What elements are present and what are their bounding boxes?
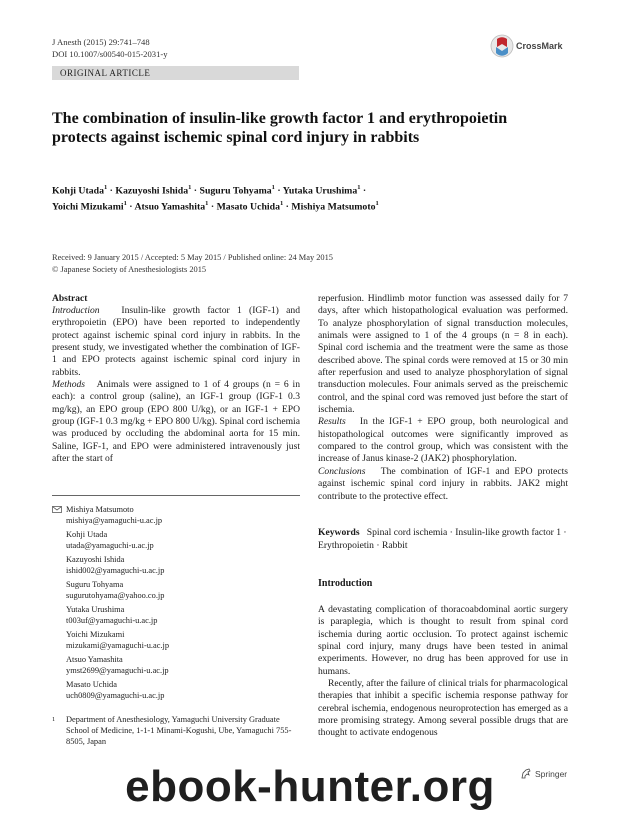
author-affiliation-mark: 1 xyxy=(279,200,284,208)
abstract-methods-label: Methods xyxy=(52,379,86,391)
abstract-heading: Abstract xyxy=(52,294,88,304)
journal-citation: J Anesth (2015) 29:741–748 xyxy=(52,37,150,47)
abstract-methods-continued: reperfusion. Hindlimb motor function was assessed daily for 7 days, after which histopathological evaluation was performed. To analyze phosphorylation of signal transduction molecules, animals were assigned to 1 of the 4 groups (n = 8 in each). Spinal cord ischemia and the treatment were the same as those described above. The spinal cords were removed at 15 or 30 min after reperfusion and used to analyze phosphorylation of signal transduction molecules. Four animals served as the preischemic control, and the spinal cord was removed just before the start of ischemia. xyxy=(318,293,568,416)
envelope-icon xyxy=(52,506,62,513)
author-name[interactable]: Masato Uchida xyxy=(216,201,280,213)
contact-email[interactable]: t003uf@yamaguchi-u.ac.jp xyxy=(66,616,158,625)
watermark: ebook-hunter.org xyxy=(125,762,495,811)
contact-entry xyxy=(52,579,300,601)
affiliation-text: Department of Anesthesiology, Yamaguchi University Graduate School of Medicine, 1-1-1 Minami-Kogushi, Ube, Yamaguchi 755-8505, Japan xyxy=(66,715,292,746)
author-affiliation-mark: 1 xyxy=(271,184,275,191)
contact-name: Yutaka Urushima xyxy=(66,605,125,614)
contact-name: Kohji Utada xyxy=(66,530,108,539)
contact-email[interactable]: utada@yamaguchi-u.ac.jp xyxy=(66,541,154,550)
contact-name: Kazuyoshi Ishida xyxy=(66,555,125,564)
keywords-label: Keywords xyxy=(318,527,360,538)
abstract-conclusions-text: The combination of IGF-1 and EPO protects against ischemic spinal cord injury in rabbits. JAK2 might contribute to the protective effect. xyxy=(318,465,568,502)
contact-email[interactable]: ymst2699@yamaguchi-u.ac.jp xyxy=(66,666,169,675)
abstract-intro-label: Introduction xyxy=(52,305,100,316)
abstract-results-text: In the IGF-1 + EPO group, both neurological and histopathological outcomes were significantly improved as compared to the control group, which was consistent with the increase of Janus kinase-2 (JAK2) phosphorylation. xyxy=(318,416,568,465)
contact-entry xyxy=(52,554,300,576)
article-title: The combination of insulin-like growth factor 1 and erythropoietin protects against ischemic spinal cord injury in rabbits xyxy=(52,110,508,146)
contact-email[interactable]: sugurutohyama@yahoo.co.jp xyxy=(66,591,165,600)
abstract-results-label: Results xyxy=(318,416,346,428)
author-affiliation-mark: 1 xyxy=(375,200,379,208)
contact-email[interactable]: ishid002@yamaguchi-u.ac.jp xyxy=(66,566,165,575)
journal-doi[interactable]: DOI 10.1007/s00540-015-2031-y xyxy=(52,49,168,59)
abstract-introduction xyxy=(52,305,300,379)
introduction-body xyxy=(318,604,568,740)
contact-entry xyxy=(52,529,300,551)
author-affiliation-mark: 1 xyxy=(357,184,361,191)
abstract-conclusions-label: Conclusions xyxy=(318,465,366,477)
contact-name: Atsuo Yamashita xyxy=(66,655,123,664)
author-name[interactable]: Yutaka Urushima xyxy=(282,185,358,197)
author-contacts xyxy=(52,504,300,704)
introduction-paragraph: A devastating complication of thoracoabdominal aortic surgery is paraplegia, which is thought to result from spinal cord ischemia during aortic occlusion. To protect against ischemic spinal cord injury, many drugs have been tested in animal experiments. However, no drug has been approved for use in humans. xyxy=(318,604,568,677)
author-name[interactable]: Yoichi Mizukami xyxy=(52,201,124,213)
contact-name: Suguru Tohyama xyxy=(66,580,124,589)
contact-entry xyxy=(52,654,300,676)
contact-email[interactable]: uch0809@yamaguchi-u.ac.jp xyxy=(66,691,165,700)
author-affiliation-mark: 1 xyxy=(123,200,127,208)
contact-entry xyxy=(52,629,300,651)
keywords-text: Spinal cord ischemia · Insulin-like growth factor 1 · Erythropoietin · Rabbit xyxy=(318,527,567,551)
journal-info xyxy=(52,36,168,60)
publisher-name: Springer xyxy=(535,768,568,779)
publication-dates xyxy=(52,252,333,275)
keywords xyxy=(318,527,568,552)
abstract-methods-text: Animals were assigned to 1 of 4 groups (n = 6 in each): a control group (saline), an IGF-1 group (IGF-1 0.3 mg/kg), an EPO group (EPO 800 U/kg), or an IGF-1 + EPO group (IGF-1 0.3 mg/kg + EPO 800 U/kg). Spinal cord ischemia was produced by occluding the abdominal aorta for 15 min. Saline, IGF-1, and EPO were administered intravenously just after the start of xyxy=(52,379,300,465)
contact-entry xyxy=(52,604,300,626)
abstract-right-column xyxy=(318,293,568,503)
crossmark-icon xyxy=(490,34,514,58)
affiliation-footnote xyxy=(52,714,300,747)
author-affiliation-mark: 1 xyxy=(103,184,108,191)
contact-email[interactable]: mishiya@yamaguchi-u.ac.jp xyxy=(66,516,163,525)
author-name[interactable]: Kazuyoshi Ishida xyxy=(115,185,189,197)
article-type-banner: ORIGINAL ARTICLE xyxy=(52,66,299,80)
author-affiliation-mark: 1 xyxy=(205,200,209,208)
author-affiliation-mark: 1 xyxy=(188,184,192,191)
contact-name: Masato Uchida xyxy=(66,680,117,689)
contact-name: Mishiya Matsumoto xyxy=(66,505,134,514)
abstract-conclusions xyxy=(318,466,568,503)
abstract-left-column xyxy=(52,293,300,465)
crossmark-label: CrossMark xyxy=(516,41,563,51)
copyright-line: © Japanese Society of Anesthesiologists 2015 xyxy=(52,264,207,274)
introduction-heading: Introduction xyxy=(318,578,373,589)
contact-entry xyxy=(52,504,300,526)
affiliation-number: 1 xyxy=(52,716,56,723)
author-name[interactable]: Mishiya Matsumoto xyxy=(291,201,376,213)
author-name[interactable]: Suguru Tohyama xyxy=(199,185,272,197)
contact-name: Yoichi Mizukami xyxy=(66,630,125,639)
abstract-results xyxy=(318,416,568,465)
publication-history: Received: 9 January 2015 / Accepted: 5 May 2015 / Published online: 24 May 2015 xyxy=(52,253,333,262)
abstract-intro-text: Insulin-like growth factor 1 (IGF-1) and erythropoietin (EPO) have been reported to independently protect against ischemic spinal cord injury in rabbits. In the present study, we investigated whether the combination of IGF-1 and EPO protects against ischemic spinal cord injury in rabbits. xyxy=(52,305,300,378)
abstract-methods xyxy=(52,379,300,465)
contact-entry xyxy=(52,679,300,701)
contact-email[interactable]: mizukami@yamaguchi-u.ac.jp xyxy=(66,641,170,650)
footnote-divider xyxy=(52,495,300,496)
author-name[interactable]: Atsuo Yamashita xyxy=(134,201,206,213)
crossmark-badge[interactable] xyxy=(490,33,570,59)
author-name[interactable]: Kohji Utada xyxy=(52,185,104,197)
author-list: Kohji Utada$^1$ · Kazuyoshi Ishida$^1$ · Suguru Tohyama$^1$ · Yutaka Urushima$^1$ · Yoichi Mizukami$^1$ · Atsuo Yamashita$^1$ · Masato Uchida$^1$ · Mishiya Matsumoto$^1$ xyxy=(52,184,379,213)
introduction-paragraph: Recently, after the failure of clinical trials for pharmacological therapies that inhibit a specific ischemia response pathway for cerebral ischemia, endogenous neuroprotection has emerged as a more promising strategy. Among several possible drugs that are thought to activate endogenous xyxy=(318,678,568,739)
